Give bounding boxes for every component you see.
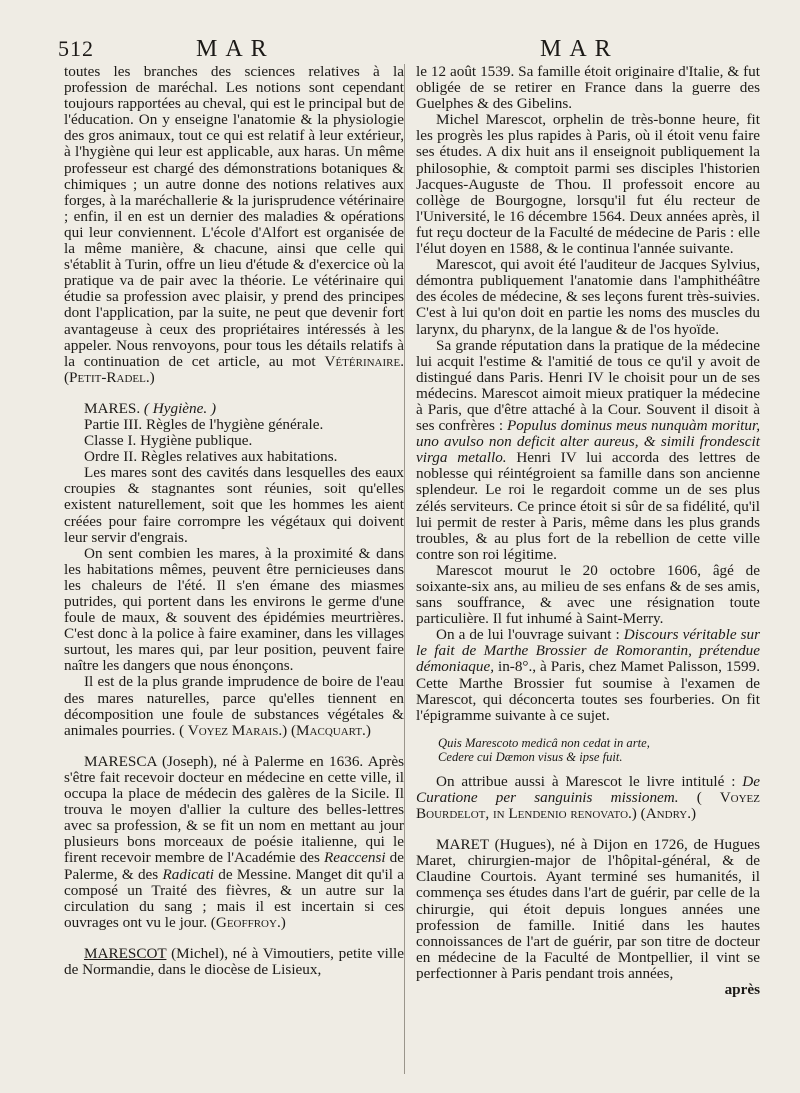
entry-maresca (64, 754, 404, 931)
right-column (416, 64, 760, 998)
paragraph: Michel Marescot, orphelin de très-bonne heure, fit les progrès les plus rapides à Paris, où il étoit venu faire ses études. A dix huit ans il enseignoit publiquement la philosophie, & comptoit parmi ses disciples l'historien Jacques-Auguste de Thou. Il professoit encore au collège de Bourgogne, lorsqu'il fut élu recteur de l'Université, le 16 décembre 1564. Deux années après, il fut reçu docteur de la Faculté de médecine de Paris : elle l'élut doyen en 1588, & le continua l'année suivante. (416, 111, 760, 258)
epigram: Quis Marescoto medicâ non cedat in arte, Cedere cui Dæmon visus & ipse fuit. (438, 735, 650, 764)
left-running-title: MAR (196, 36, 275, 62)
author-signature: ( Voyez Bourdelot, in Lendenio renovato.) (Andry.) (416, 788, 760, 823)
entry-marescot (64, 946, 404, 978)
entry-heading: MARES. ( Hygiène. ) (84, 399, 217, 417)
book-title: Discours véritable sur le fait de Marthe Brossier de Romorantin, prétendue démoniaque, (416, 626, 760, 676)
right-running-title: MAR (540, 36, 619, 62)
catchword: après (724, 980, 760, 998)
book-title: De Curatione per sanguinis missionem. (416, 772, 761, 806)
paragraph: Marescot mourut le 20 octobre 1606, âgé de soixante-six ans, au milieu de ses enfans & de ses amis, sans souffrance, & avec une résignation toute particulière. Il fut inhumé à Saint-Merry. (416, 561, 760, 628)
cross-reference: Vétérinaire. (324, 352, 405, 370)
entry-mares (64, 401, 404, 739)
paragraph: MARET (Hugues), né à Dijon en 1726, de Hugues Maret, chirurgien-major de l'hôpital-général, & de Claudine Courtois. Ayant terminé ses humanités, il commença ses études dans l'art de guérir, par celle de la chirurgie, qui étoit depuis longues années une profession de famille. Initié dans les hautes connoissances de l'art de guérir, par son titre de docteur en médecine de la Faculté de Montpellier, il vint se perfectionner à Paris pendant trois années, (416, 836, 760, 982)
entry-maret (416, 837, 760, 998)
paragraph: MARESCA (Joseph), né à Palerme en 1636. Après s'être fait recevoir docteur en médecine en cette ville, il occupa la place de médecin des galères de la Sicile. Il trouva le moyen d'allier la culture des belles-lettres avec sa profession, & se fit un nom en mettant au jour plusieurs bons morceaux de poésie italienne, qui le firent recevoir membre de l'Académie des Reaccensi de Palerme, & des Radicati de Messine. Manget dit qu'il a composé un Traité des fièvres, & un autre sur la circulation du sang ; mais il est incertain si ces ouvrages ont vu le jour. (Geoffroy.) (64, 752, 405, 931)
paragraph: Marescot, qui avoit été l'auditeur de Jacques Sylvius, démontra publiquement l'anatomie dans l'amphithéâtre des écoles de médecine, & ses leçons furent très-suivies. C'est à lui qu'on doit en partie les noms des muscles du larynx, du pharynx, de la langue & de l'os hyoïde. (416, 256, 760, 338)
paragraph: On attribue aussi à Marescot le livre intitulé : De Curatione per sanguinis missionem. ( Voyez Bourdelot, in Lendenio renovato.) (Andry.) (416, 772, 761, 823)
entry-heading: MARESCA (84, 752, 157, 770)
page-number: 512 (58, 36, 94, 61)
paragraph: Il est de la plus grande imprudence de boire de l'eau des mares naturelles, parce qu'elles tiennent en décomposition une foule de substances végétales & animales pourries. ( Voyez Marais.) (Macquart.) (64, 673, 404, 739)
classification-line: Ordre II. Règles relatives aux habitations. (84, 448, 338, 466)
paragraph: MARESCOT (Michel), né à Vimoutiers, petite ville de Normandie, dans le diocèse de Lisieux, (64, 944, 405, 978)
entry-heading: MARET (436, 836, 489, 854)
author-signature: (Geoffroy.) (210, 913, 286, 931)
classification-line: Classe I. Hygiène publique. (84, 432, 253, 450)
classification-line: Partie III. Règles de l'hygiène générale. (84, 415, 324, 433)
running-header (0, 36, 800, 66)
author-signature: ( Voyez Marais.) (Macquart.) (179, 721, 371, 739)
paragraph: On a de lui l'ouvrage suivant : Discours véritable sur le fait de Marthe Brossier de Romorantin, prétendue démoniaque, in-8°., à Paris, chez Mamet Palisson, 1599. Cette Marthe Brossier fut soumise à l'examen de Marescot, qui déconcerta toutes ses fourberies. On fit l'épigramme suivante à ce sujet. (416, 626, 761, 724)
continued-article: toutes les branches des sciences relatives à la profession de maréchal. Les notions sont cependant toujours rapportées au cheval, qui est le principal but de l'éducation. On y enseigne l'anatomie & la physiologie des gros animaux, tout ce qui est relatif à leur extérieur, à l'hygiène qui leur est applicable, aux haras. Un même professeur est chargé des démonstrations botaniques & chimiques ; un autre donne des notions relatives aux forges, à la maréchallerie & la jurisprudence vétérinaire ; enfin, il en est un dernier des maladies & opérations qui leur conviennent. L'école d'Alfort est organisée de la même manière, & chacune, ainsi que celle qui s'établit à Turin, offre un lieu d'étude & d'exercice où la pratique va de pair avec la théorie. Le vétérinaire qui étudie sa profession avec plaisir, y prend des principes dont l'application, par la suite, ne peut que devenir fort avantageuse à ceux des propriétaires intéressés à les appeler. Nous renvoyons, pour tous les détails relatifs à la continuation de cet article, au mot Vétérinaire. (Petit-Radel.) (64, 63, 405, 386)
paragraph: Les mares sont des cavités dans lesquelles des eaux croupies & stagnantes sont réunies, soit qu'elles existent naturellement, soit que les hommes les aient créées pour faire corrompre les végétaux qui doivent leur servir d'engrais. (64, 464, 404, 546)
latin-quote: Populus dominus meus nunquàm moritur, uno avulso non deficit alter aureus, & simili frondescit virga metallo. (416, 417, 760, 467)
paragraph: le 12 août 1539. Sa famille étoit originaire d'Italie, & fut obligée de se retirer en France dans la guerre des Guelphes & des Gibelins. (416, 63, 760, 113)
paragraph: Sa grande réputation dans la pratique de la médecine lui acquit l'estime & l'amitié de tous ce qu'il y avoit de distingué dans Paris. Henri IV le choisit pour un de ses médecins. Marescot aimoit mieux pratiquer la médecine à Paris, que d'être attaché à la Cour. Souvent il disoit à ses confrères : Populus dominus meus nunquàm moritur, uno avulso non deficit alter aureus, & simili frondescit virga metallo. Henri IV lui accorda des lettres de noblesse qui réintégroient sa famille dans son ancienne splendeur. Le roi le regardoit comme un de ses plus zélés serviteurs. Ce prince étoit si sûr de sa fidélité, qu'il lui permit de rester à Paris, même dans les plus grands troubles, & au plus fort de la rebellion de cette ville contre son roi légitime. (416, 336, 760, 563)
left-column (64, 64, 404, 978)
column-divider (404, 64, 405, 1074)
paragraph: On sent combien les mares, à la proximité & dans les habitations mêmes, peuvent être pernicieuses dans les chaleurs de l'été. Il s'en émane des miasmes putrides, qui portent dans les environs le germe d'une foule de maux, & souvent des épidémies meurtrières. C'est donc à la police à faire examiner, dans les villages surtout, les mares qui, par leur position, peuvent faire naître les dangers que nous énonçons. (64, 544, 404, 675)
entry-heading: MARESCOT (84, 944, 167, 962)
author-signature: (Petit-Radel.) (64, 368, 155, 386)
